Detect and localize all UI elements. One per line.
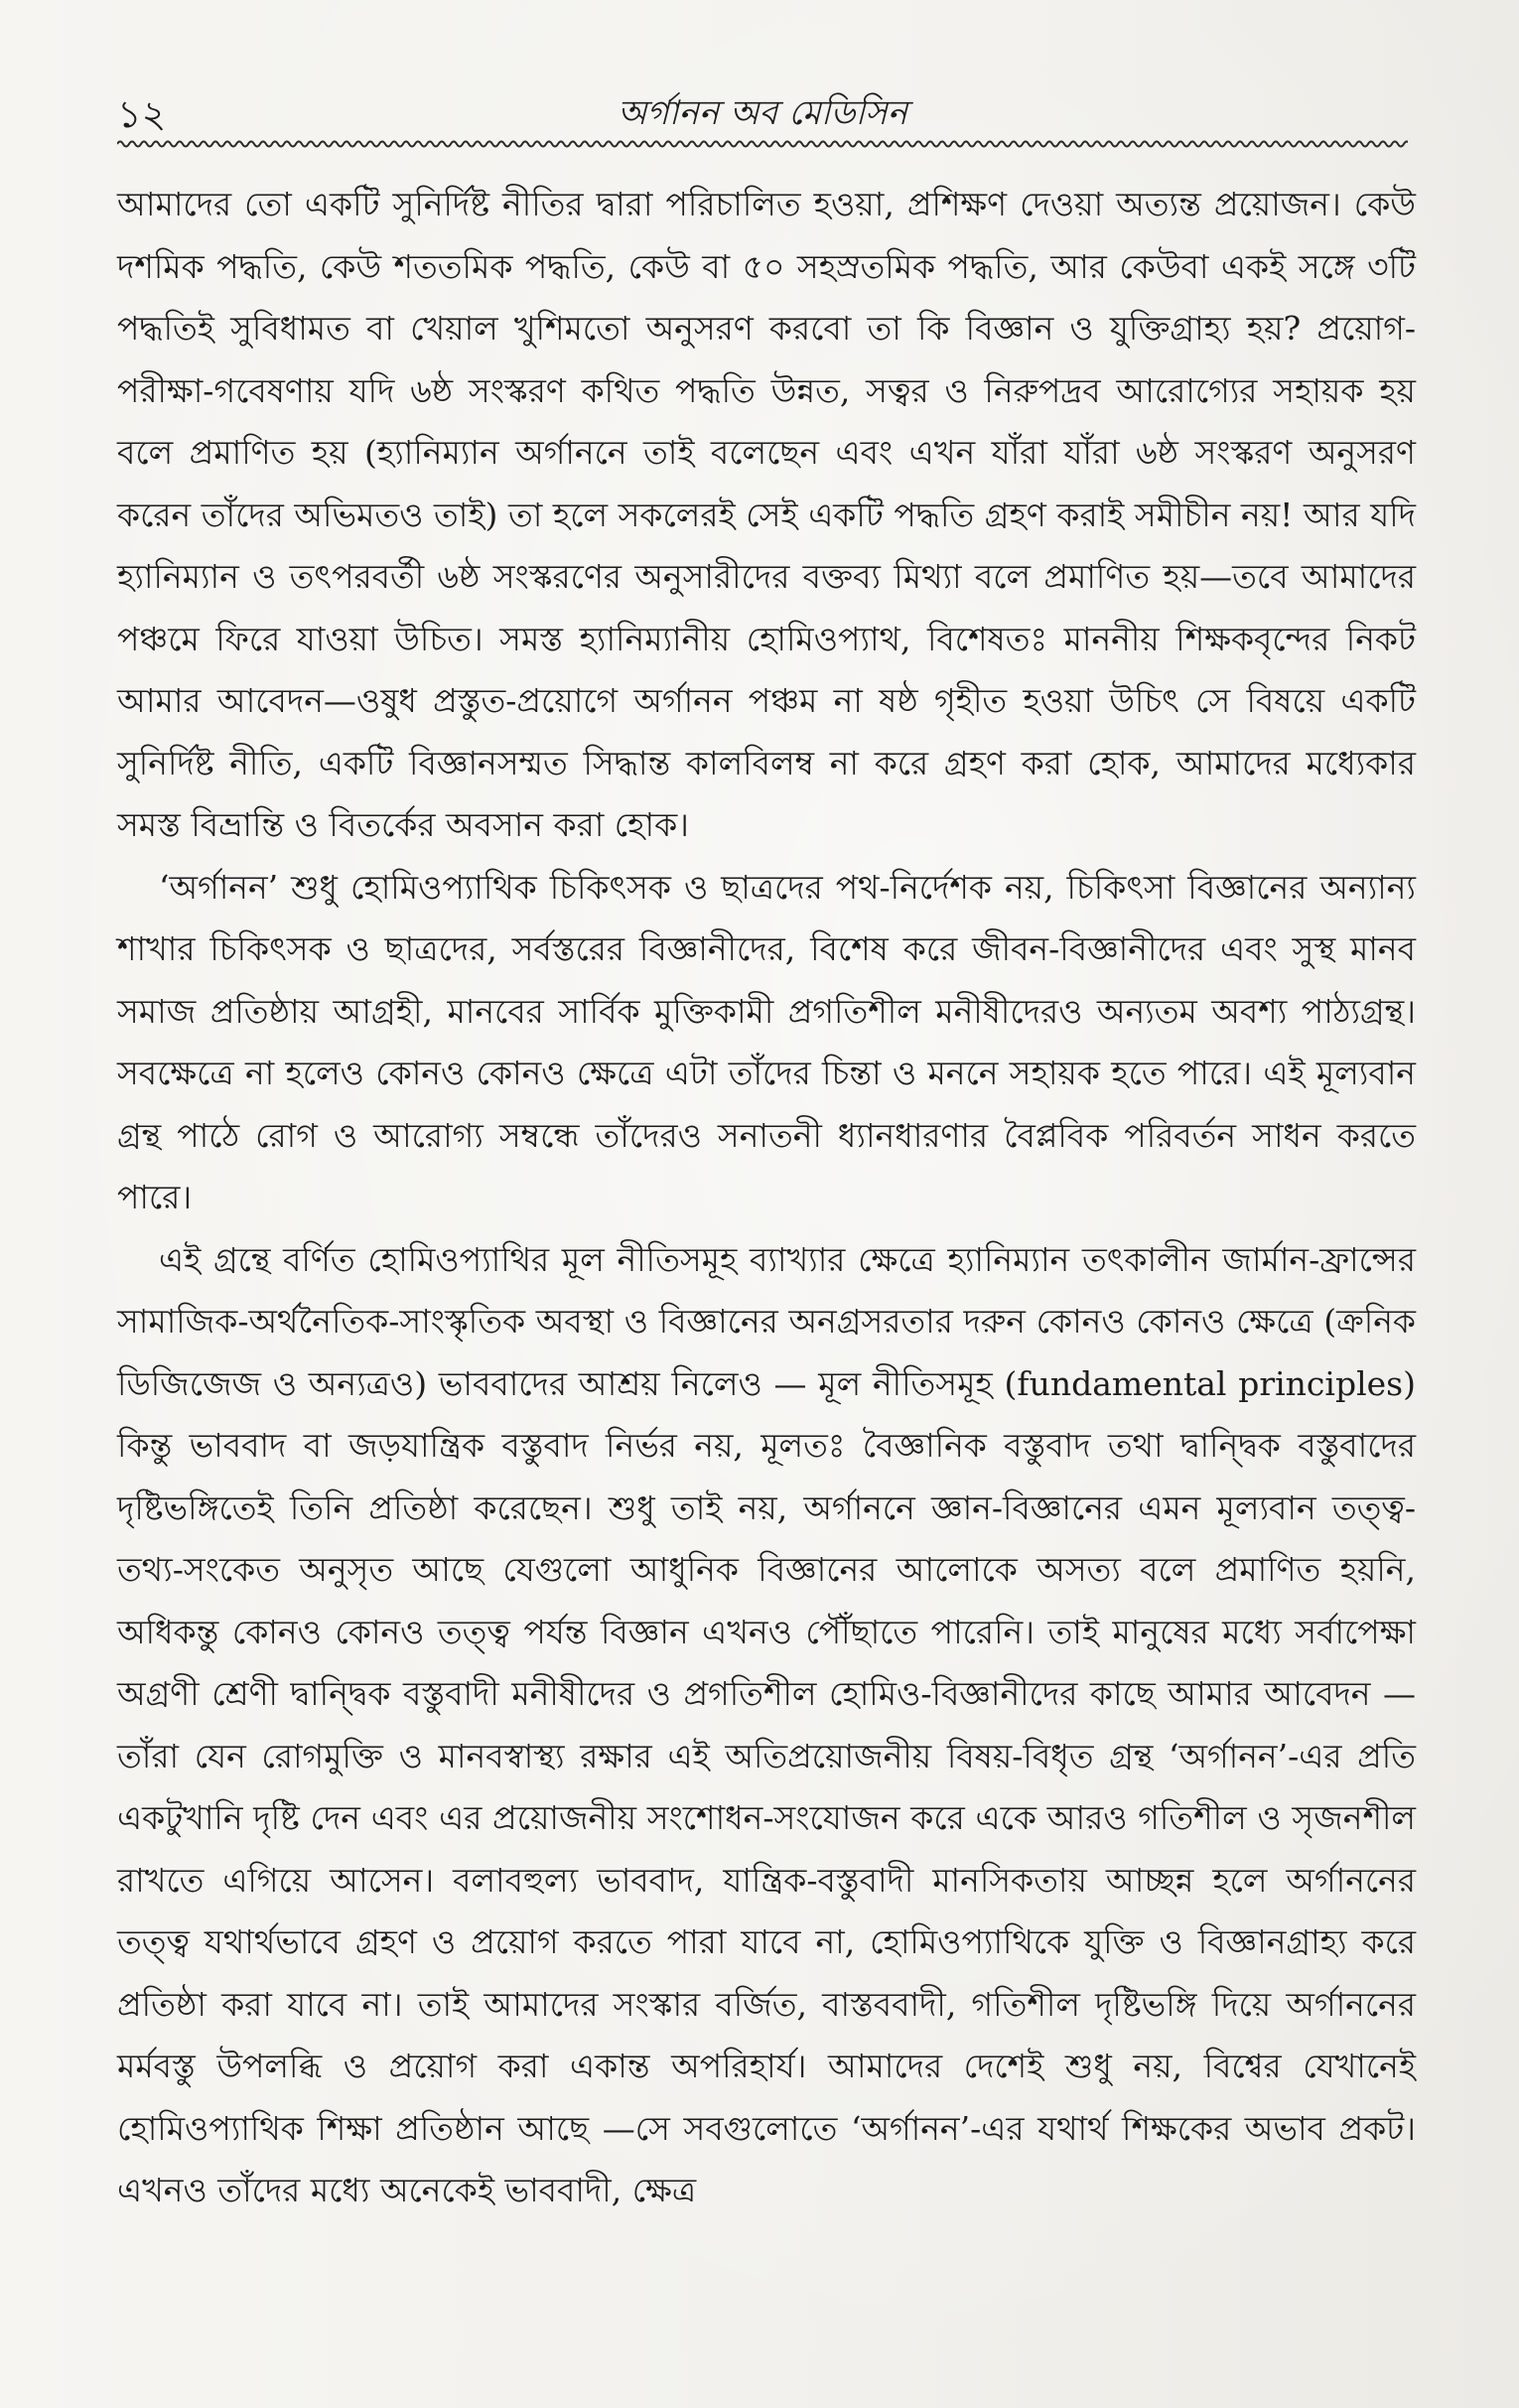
running-title: অর্গানন অব মেডিসিন (617, 93, 908, 133)
paragraph-1: আমাদের তো একটি সুনির্দিষ্ট নীতির দ্বারা পরিচালিত হওয়া, প্রশিক্ষণ দেওয়া অত্যন্ত প্রয়োজন। কেউ দশমিক পদ্ধতি, কেউ শততমিক পদ্ধতি, কেউ বা ৫০ সহস্রতমিক পদ্ধতি, আর কেউবা একই সঙ্গে ৩টি পদ্ধতিই সুবিধামত বা খেয়াল খুশিমতো অনুসরণ করবো তা কি বিজ্ঞান ও যুক্তিগ্রাহ্য হয়? প্রয়োগ-পরীক্ষা-গবেষণায় যদি ৬ষ্ঠ সংস্করণ কথিত পদ্ধতি উন্নত, সত্বর ও নিরুপদ্রব আরোগ্যের সহায়ক হয় বলে প্রমাণিত হয় (হ্যানিম্যান অর্গাননে তাই বলেছেন এবং এখন যাঁরা যাঁরা ৬ষ্ঠ সংস্করণ অনুসরণ করেন তাঁদের অভিমতও তাই) তা হলে সকলেরই সেই একটি পদ্ধতি গ্রহণ করাই সমীচীন নয়! আর যদি হ্যানিম্যান ও তৎপরবর্তী ৬ষ্ঠ সংস্করণের অনুসারীদের বক্তব্য মিথ্যা বলে প্রমাণিত হয়—তবে আমাদের পঞ্চমে ফিরে যাওয়া উচিত। সমস্ত হ্যানিম্যানীয় হোমিওপ্যাথ, বিশেষতঃ মাননীয় শিক্ষকবৃন্দের নিকট আমার আবেদন—ওষুধ প্রস্তুত-প্রয়োগে অর্গানন পঞ্চম না ষষ্ঠ গৃহীত হওয়া উচিৎ সে বিষয়ে একটি সুনির্দিষ্ট নীতি, একটি বিজ্ঞানসম্মত সিদ্ধান্ত কালবিলম্ব না করে গ্রহণ করা হোক, আমাদের মধ্যেকার সমস্ত বিভ্রান্তি ও বিতর্কের অবসান করা হোক। (117, 185, 1416, 844)
paragraph-3: এই গ্রন্থে বর্ণিত হোমিওপ্যাথির মূল নীতিসমূহ ব্যাখ্যার ক্ষেত্রে হ্যানিম্যান তৎকালীন জার্মান-ফ্রান্সের সামাজিক-অর্থনৈতিক-সাংস্কৃতিক অবস্থা ও বিজ্ঞানের অনগ্রসরতার দরুন কোনও কোনও ক্ষেত্রে (ক্রনিক ডিজিজেজ ও অন্যত্রও) ভাববাদের আশ্রয় নিলেও — মূল নীতিসমূহ (fundamental principles) কিন্তু ভাববাদ বা জড়যান্ত্রিক বস্তুবাদ নির্ভর নয়, মূলতঃ বৈজ্ঞানিক বস্তুবাদ তথা দ্বান্দ্বিক বস্তুবাদের দৃষ্টিভঙ্গিতেই তিনি প্রতিষ্ঠা করেছেন। শুধু তাই নয়, অর্গাননে জ্ঞান-বিজ্ঞানের এমন মূল্যবান তত্ত্ব-তথ্য-সংকেত অনুসৃত আছে যেগুলো আধুনিক বিজ্ঞানের আলোকে অসত্য বলে প্রমাণিত হয়নি, অধিকন্তু কোনও কোনও তত্ত্ব পর্যন্ত বিজ্ঞান এখনও পৌঁছাতে পারেনি। তাই মানুষের মধ্যে সর্বাপেক্ষা অগ্রণী শ্রেণী দ্বান্দ্বিক বস্তুবাদী মনীষীদের ও প্রগতিশীল হোমিও-বিজ্ঞানীদের কাছে আমার আবেদন — তাঁরা যেন রোগমুক্তি ও মানবস্বাস্থ্য রক্ষার এই অতিপ্রয়োজনীয় বিষয়-বিধৃত গ্রন্থ ‘অর্গানন’-এর প্রতি একটুখানি দৃষ্টি দেন এবং এর প্রয়োজনীয় সংশোধন-সংযোজন করে একে আরও গতিশীল ও সৃজনশীল রাখতে এগিয়ে আসেন। বলাবহুল্য ভাববাদ, যান্ত্রিক-বস্তুবাদী মানসিকতায় আচ্ছন্ন হলে অর্গাননের তত্ত্ব যথার্থভাবে গ্রহণ ও প্রয়োগ করতে পারা যাবে না, হোমিওপ্যাথিকে যুক্তি ও বিজ্ঞানগ্রাহ্য করে প্রতিষ্ঠা করা যাবে না। তাই আমাদের সংস্কার বর্জিত, বাস্তববাদী, গতিশীল দৃষ্টিভঙ্গি দিয়ে অর্গাননের মর্মবস্তু উপলব্ধি ও প্রয়োগ করা একান্ত অপরিহার্য। আমাদের দেশেই শুধু নয়, বিশ্বের যেখানেই হোমিওপ্যাথিক শিক্ষা প্রতিষ্ঠান আছে —সে সবগুলোতে ‘অর্গানন’-এর যথার্থ শিক্ষকের অভাব প্রকট। এখনও তাঁদের মধ্যে অনেকেই ভাববাদী, ক্ষেত্র (117, 1239, 1416, 2209)
paragraph-2: ‘অর্গানন’ শুধু হোমিওপ্যাথিক চিকিৎসক ও ছাত্রদের পথ-নির্দেশক নয়, চিকিৎসা বিজ্ঞানের অন্যান্য শাখার চিকিৎসক ও ছাত্রদের, সর্বস্তরের বিজ্ঞানীদের, বিশেষ করে জীবন-বিজ্ঞানীদের এবং সুস্থ মানব সমাজ প্রতিষ্ঠায় আগ্রহী, মানবের সার্বিক মুক্তিকামী প্রগতিশীল মনীষীদেরও অন্যতম অবশ্য পাঠ্যগ্রন্থ। সবক্ষেত্রে না হলেও কোনও কোনও ক্ষেত্রে এটা তাঁদের চিন্তা ও মননে সহায়ক হতে পারে। এই মূল্যবান গ্রন্থ পাঠে রোগ ও আরোগ্য সম্বন্ধে তাঁদেরও সনাতনী ধ্যানধারণার বৈপ্লবিক পরিবর্তন সাধন করতে পারে। (117, 867, 1416, 1216)
wavy-rule-graphic (117, 137, 1408, 151)
page-header (117, 77, 1408, 137)
body-text (117, 174, 1416, 2222)
page-number: ১২ (117, 92, 167, 136)
decorative-wavy-rule (117, 137, 1408, 151)
